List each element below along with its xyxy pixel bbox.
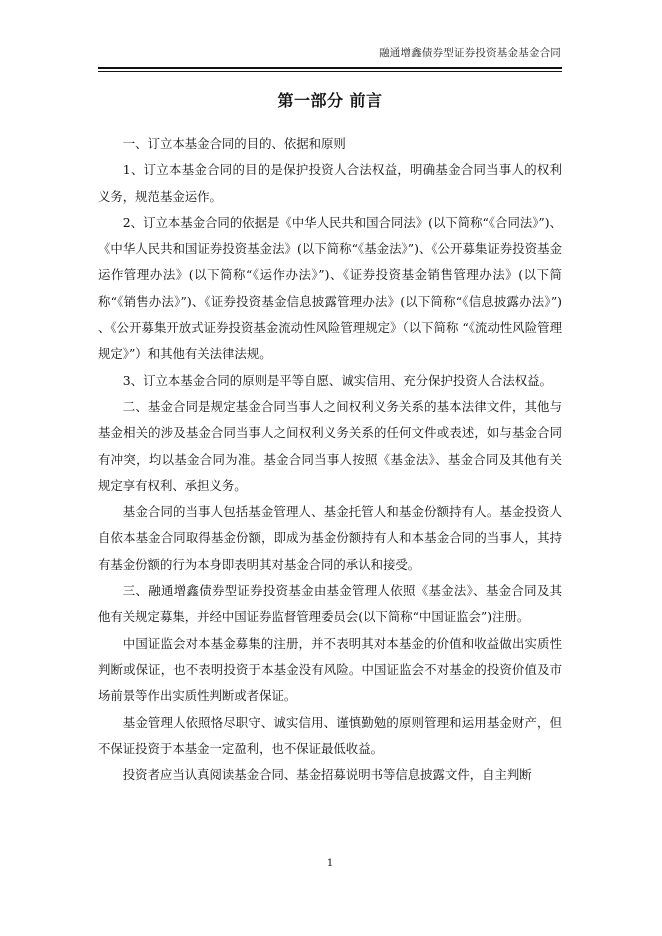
paragraph: 二、基金合同是规定基金合同当事人之间权利义务关系的基本法律文件，其他与基金相关的涉及基金合同当事人之间权利义务关系的任何文件或表述，如与基金合同有冲突，均以基金合同为准。基金合同当事人按照《基金法》、基金合同及其他有关规定享有权利、承担义务。	[98, 398, 562, 493]
paragraph: 1、订立本基金合同的目的是保护投资人合法权益，明确基金合同当事人的权利义务，规范基金运作。	[98, 162, 562, 204]
paragraph: 基金管理人依照恪尽职守、诚实信用、谨慎勤勉的原则管理和运用基金财产，但不保证投资于本基金一定盈利，也不保证最低收益。	[98, 714, 562, 756]
paragraph: 2、订立本基金合同的依据是《中华人民共和国合同法》(以下简称“《合同法》”)、《中华人民共和国证券投资基金法》(以下简称“《基金法》”)、《公开募集证券投资基金运作管理办法》(以下简称“《运作办法》”)、《证券投资基金销售管理办法》(以下简称“《销售办法》”)、《证券投资基金信息披露管理办法》(以下简称“《信息披露办法》”) 、《公开募集开放式证券投资基金流动性风险管理规定》（以下简称 “《流动性风险管理规定》”）和其他有关法律法规。	[98, 214, 562, 362]
page-number: 1	[326, 858, 334, 869]
header-rule	[98, 67, 562, 69]
paragraph: 中国证监会对本基金募集的注册，并不表明其对本基金的价值和收益做出实质性判断或保证，也不表明投资于本基金没有风险。中国证监会不对基金的投资价值及市场前景等作出实质性判断或者保证。	[98, 635, 562, 704]
document-body	[98, 131, 562, 788]
paragraph: 基金合同的当事人包括基金管理人、基金托管人和基金份额持有人。基金投资人自依本基金合同取得基金份额，即成为基金份额持有人和本基金合同的当事人，其持有基金份额的行为本身即表明其对基金合同的承认和接受。	[98, 504, 562, 572]
paragraph: 三、融通增鑫债券型证券投资基金由基金管理人依照《基金法》、基金合同及其他有关规定募集，并经中国证券监督管理委员会(以下简称“中国证监会”)注册。	[98, 583, 562, 625]
paragraph: 3、订立本基金合同的原则是平等自愿、诚实信用、充分保护投资人合法权益。	[122, 372, 552, 388]
section-title: 第一部分 前言	[277, 91, 383, 110]
paragraph: 投资者应当认真阅读基金合同、基金招募说明书等信息披露文件，自主判断	[122, 767, 532, 783]
heading-purpose: 一、订立本基金合同的目的、依据和原则	[122, 136, 346, 151]
running-header: 融通增鑫债券型证券投资基金基金合同	[379, 47, 561, 59]
header-rule-thin	[98, 71, 562, 72]
